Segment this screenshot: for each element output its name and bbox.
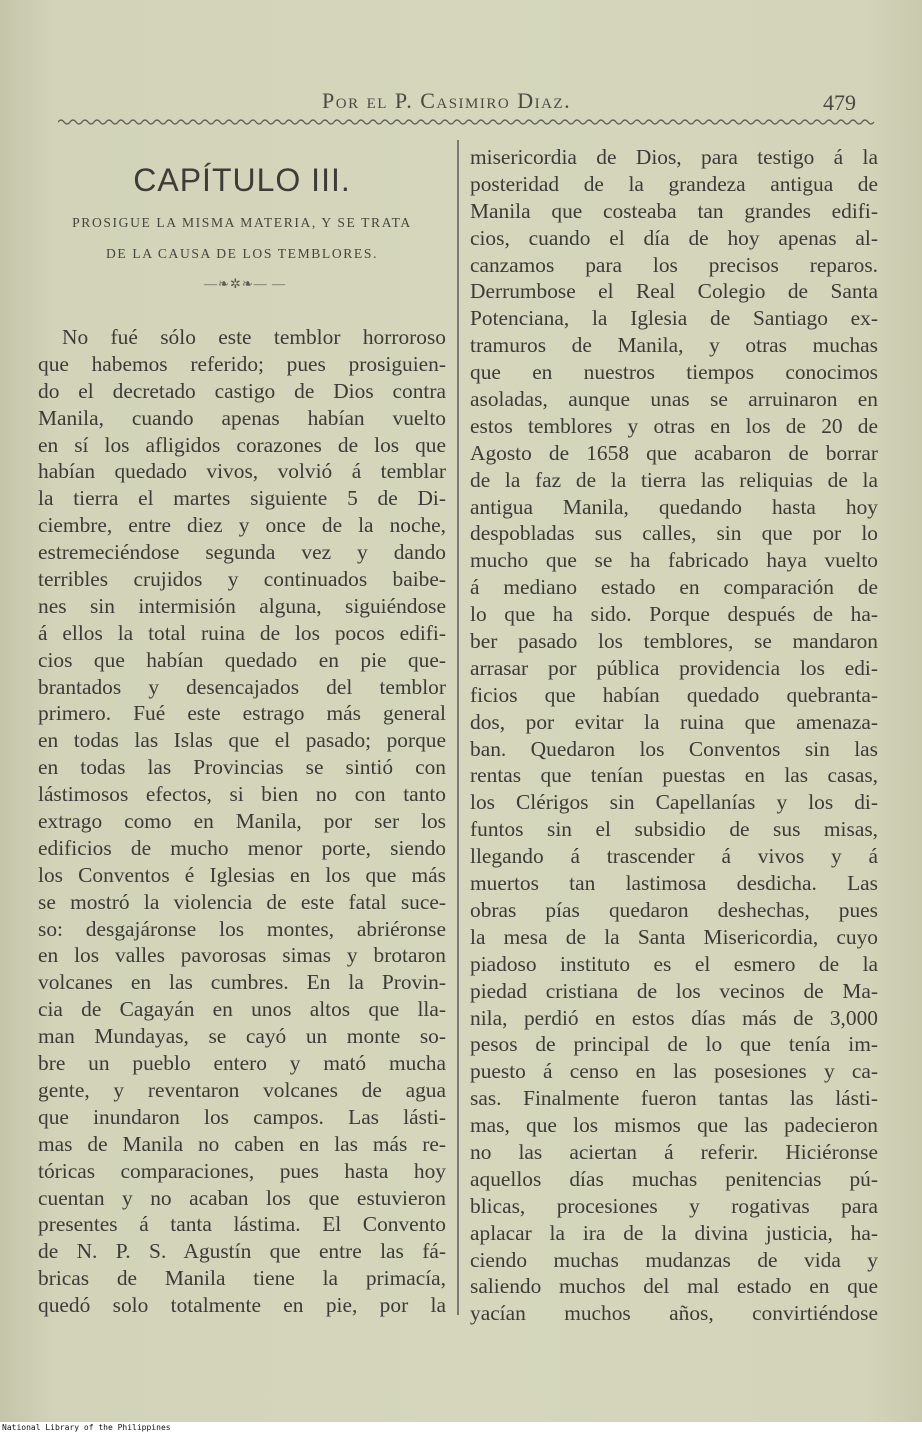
text-line: No fué sólo este temblor horroroso [62,325,446,349]
text-line: que en nuestros tiempos conocimos [470,360,878,385]
text-line: yacían muchos años, convirtiéndose [470,1301,878,1326]
text-line: arrasar por pública providencia los edi- [470,655,878,680]
library-credit: National Library of the Philippines [2,1423,922,1433]
text-line: ciendo muchas mudanzas de vida y [470,1247,878,1272]
right-text-column [470,144,878,1327]
text-line: edificios de mucho menor porte, siendo [38,835,446,860]
text-line: los Conventos é Iglesias en los que más [38,862,446,887]
text-line: á ellos la total ruina de los pocos edifi- [38,620,446,645]
text-line: Derrumbose el Real Colegio de Santa [470,279,878,304]
text-line: cios que habían quedado en pie que- [38,647,446,672]
text-line: tramuros de Manila, y otras muchas [470,333,878,358]
text-line: funtos sin el subsidio de sus misas, [470,817,878,842]
text-line: Manila, cuando apenas habían vuelto [38,405,446,430]
text-line: misericordia de Dios, para testigo á la [470,145,878,169]
text-line: cia de Cagayán en unos altos que lla- [38,997,446,1022]
text-line: primero. Fué este estrago más general [38,701,446,726]
text-line: gente, y reventaron volcanes de agua [38,1077,446,1102]
text-line: pesos de principal de lo que tenía im- [470,1032,878,1057]
text-line: saliendo muchos del mal estado en que [470,1274,878,1299]
text-line: presentes á tanta lástima. El Convento [38,1212,446,1237]
text-line: no las aciertan á referir. Hiciéronse [470,1139,878,1164]
chapter-title: CAPÍTULO III. [133,162,351,198]
text-line: que habemos referido; pues prosiguien- [38,351,446,376]
text-line: asoladas, aunque unas se arruinaron en [470,387,878,412]
text-line: cuentan y no acaban los que estuvieron [38,1185,446,1210]
text-line: nes sin intermisión alguna, siguiéndose [38,593,446,618]
text-line: la tierra el martes siguiente 5 de Di- [38,486,446,511]
text-line: do el decretado castigo de Dios contra [38,378,446,403]
text-line: ficios que habían quedado quebranta- [470,682,878,707]
running-title: Por el P. Casimiro Diaz. [322,88,572,113]
text-line: estos temblores y otras en los de 20 de [470,413,878,438]
text-line: terribles crujidos y continuados baibe- [38,567,446,592]
text-line: despobladas sus calles, sin que por lo [470,521,878,546]
text-line: piedad cristiana de los vecinos de Ma- [470,978,878,1003]
chapter-subtitle-line2: DE LA CAUSA DE LOS TEMBLORES. [106,246,378,261]
text-line: piadoso instituto es el esmero de la [470,951,878,976]
text-line: nila, perdió en estos días más de 3,000 [470,1005,878,1030]
text-line: lástimosos efectos, si bien no con tanto [38,782,446,807]
column-divider [457,140,459,1315]
text-line: estremeciéndose segunda vez y dando [38,540,446,565]
text-line: la mesa de la Santa Misericordia, cuyo [470,924,878,949]
text-line: aplacar la ira de la divina justicia, ha- [470,1220,878,1245]
text-line: llegando á trascender á vivos y á [470,844,878,869]
text-line: en todas las Islas que el pasado; porque [38,728,446,753]
text-line: blicas, procesiones y rogativas para [470,1193,878,1218]
text-line: mucho que se ha fabricado haya vuelto [470,548,878,573]
text-line: aquellos días muchas penitencias pú- [470,1166,878,1191]
running-header [0,84,922,114]
text-line: ban. Quedaron los Conventos sin las [470,736,878,761]
text-line: so: desgajáronse los montes, abriéronse [38,916,446,941]
text-line: volcanes en las cumbres. En la Provin- [38,970,446,995]
text-line: los Clérigos sin Capellanías y los di- [470,790,878,815]
left-text-column [38,324,446,1319]
text-line: lo que ha sido. Porque después de ha- [470,602,878,627]
text-line: bricas de Manila tiene la primacía, [38,1266,446,1291]
text-line: mas, que los mismos que las padecieron [470,1113,878,1138]
text-line: muertos tan lastimosa desdicha. Las [470,871,878,896]
text-line: en sí los afligidos corazones de los que [38,432,446,457]
text-line: extrago como en Manila, por ser los [38,809,446,834]
text-line: dos, por evitar la ruina que amenaza- [470,709,878,734]
text-line: tóricas comparaciones, pues hasta hoy [38,1158,446,1183]
text-line: habían quedado vivos, volvió á temblar [38,459,446,484]
chapter-ornament: —❧✲❧— — [204,276,286,291]
text-line: de la faz de la tierra las reliquias de la [470,467,878,492]
text-line: sas. Finalmente fueron tantas las lásti- [470,1086,878,1111]
text-line: puesto á censo en las posesiones y ca- [470,1059,878,1084]
text-line: brantados y desencajados del temblor [38,674,446,699]
text-line: mas de Manila no caben en las más re- [38,1131,446,1156]
text-line: obras pías quedaron deshechas, pues [470,897,878,922]
header-wavy-rule [58,118,878,126]
text-line: canzamos para los precisos reparos. [470,252,878,277]
text-line: Manila que costeaba tan grandes edifi- [470,198,878,223]
text-line: en todas las Provincias se sintió con [38,755,446,780]
text-line: ciembre, entre diez y once de la noche, [38,513,446,538]
text-line: posteridad de la grandeza antigua de [470,171,878,196]
text-line: cios, cuando el día de hoy apenas al- [470,225,878,250]
text-line: se mostró la violencia de este fatal suce- [38,889,446,914]
text-line: bre un pueblo entero y mató mucha [38,1051,446,1076]
page-number: 479 [823,90,856,115]
text-line: que inundaron los campos. Las lásti- [38,1104,446,1129]
text-line: antigua Manila, quedando hasta hoy [470,494,878,519]
text-line: á mediano estado en comparación de [470,575,878,600]
text-line: rentas que tenían puestas en las casas, [470,763,878,788]
text-line: man Mundayas, se cayó un monte so- [38,1024,446,1049]
text-line: ber pasado los temblores, se mandaron [470,629,878,654]
chapter-subtitle-line1: PROSIGUE LA MISMA MATERIA, Y SE TRATA [72,215,412,230]
text-line: Agosto de 1658 que acabaron de borrar [470,440,878,465]
text-line: en los valles pavorosas simas y brotaron [38,943,446,968]
text-line: quedó solo totalmente en pie, por la [38,1293,446,1318]
text-line: Potenciana, la Iglesia de Santiago ex- [470,306,878,331]
text-line: de N. P. S. Agustín que entre las fá- [38,1239,446,1264]
